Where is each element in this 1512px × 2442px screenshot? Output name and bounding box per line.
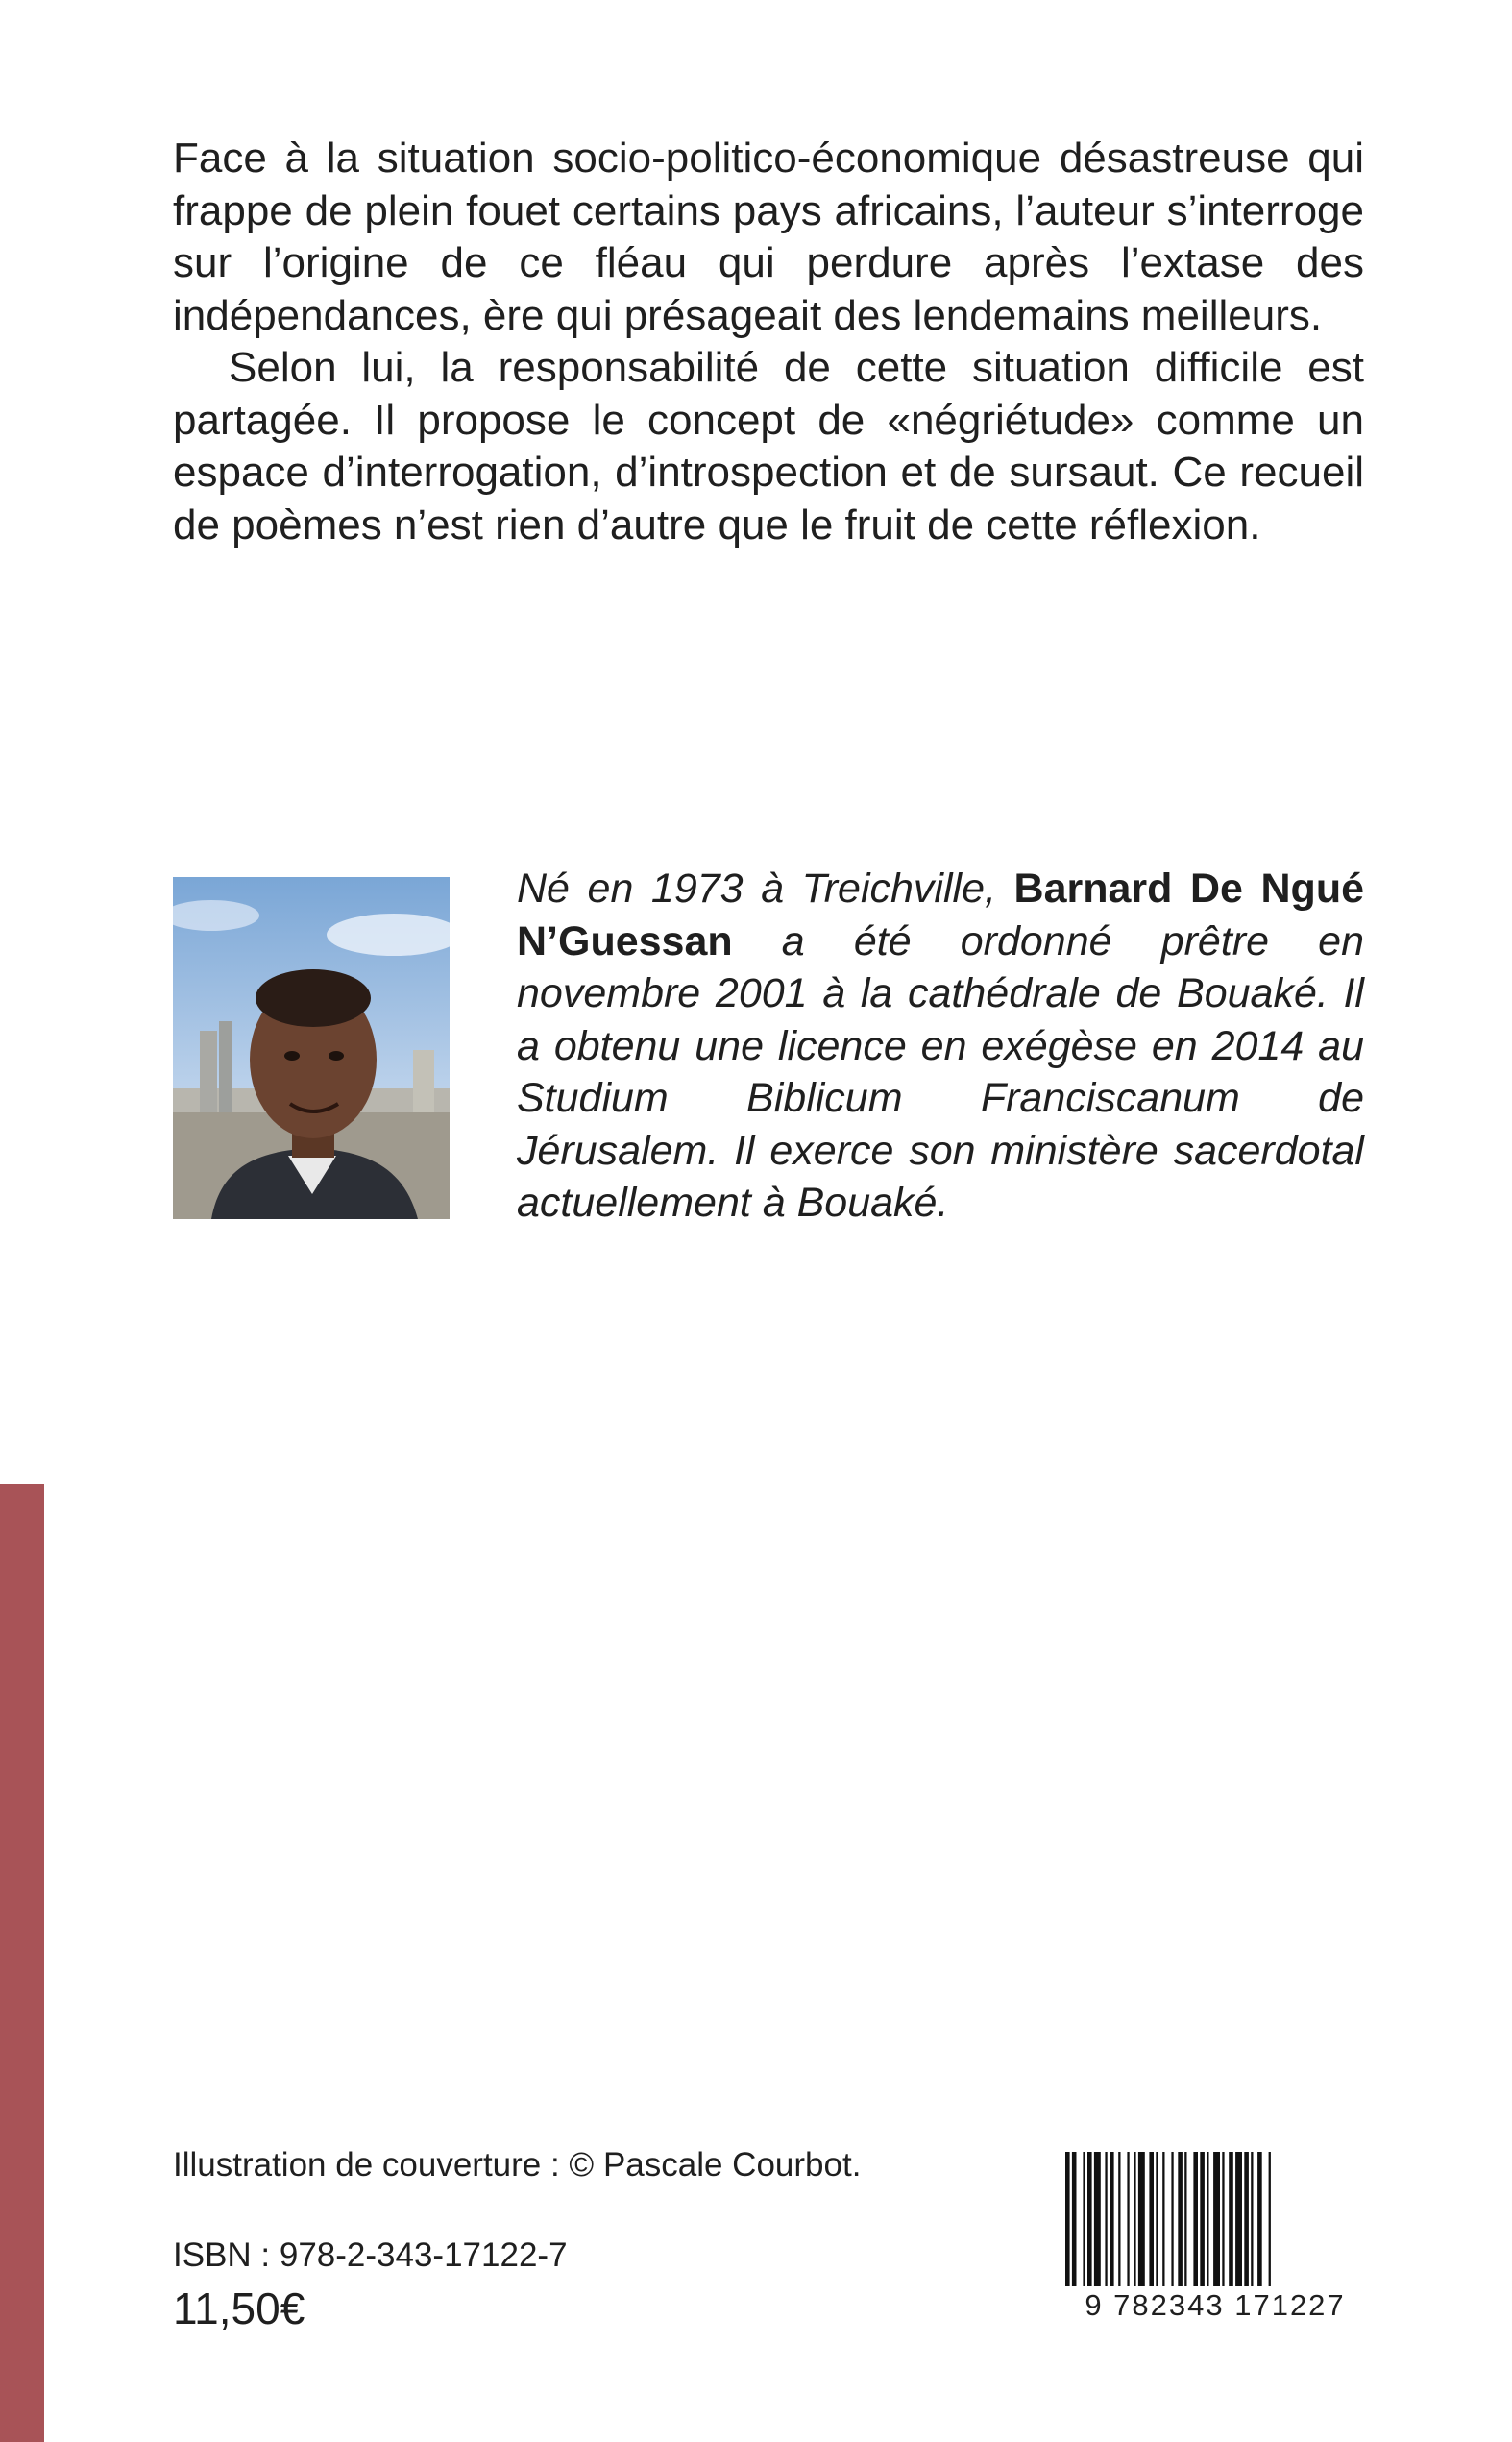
bio-rest: a été ordonné prêtre en novembre 2001 à la cathédrale de Bouaké. Il a obtenu une licence en exégèse en 2014 au Studium Biblicum Franciscanum de Jérusalem. Il exerce son ministère sacerdotal actuellement à Bouaké. [517,917,1364,1226]
illustration-credit: Illustration de couverture : © Pascale Courbot. [173,2146,862,2184]
price: 11,50€ [173,2283,305,2333]
author-biography [517,863,1364,1230]
back-cover-blurb [173,133,1364,551]
blurb-paragraph-2: Selon lui, la responsabilité de cette situation difficile est partagée. Il propose le concept de «négriétude» comme un espace d’interrogation, d’introspection et de sursaut. Ce recueil de poèmes n’est rien d’autre que le fruit de cette réflexion. [173,344,1364,549]
barcode-bars-icon [1061,2152,1369,2286]
barcode-number: 9 782343 171227 [1085,2288,1346,2322]
author-name: Barnard De Ngué N’Guessan [517,866,1364,965]
decorative-side-band [0,1484,44,2442]
barcode [1061,2152,1369,2327]
isbn: ISBN : 978-2-343-17122-7 [173,2236,568,2274]
blurb-paragraph-1: Face à la situation socio-politico-économique désastreuse qui frappe de plein fouet certains pays africains, l’auteur s’interroge sur l’origine de ce fléau qui perdure après l’extase des indépendances, ère qui présageait des lendemains meilleurs. [173,134,1364,339]
author-photo [173,877,450,1219]
bio-intro: Né en 1973 à Treichville, [517,866,996,912]
